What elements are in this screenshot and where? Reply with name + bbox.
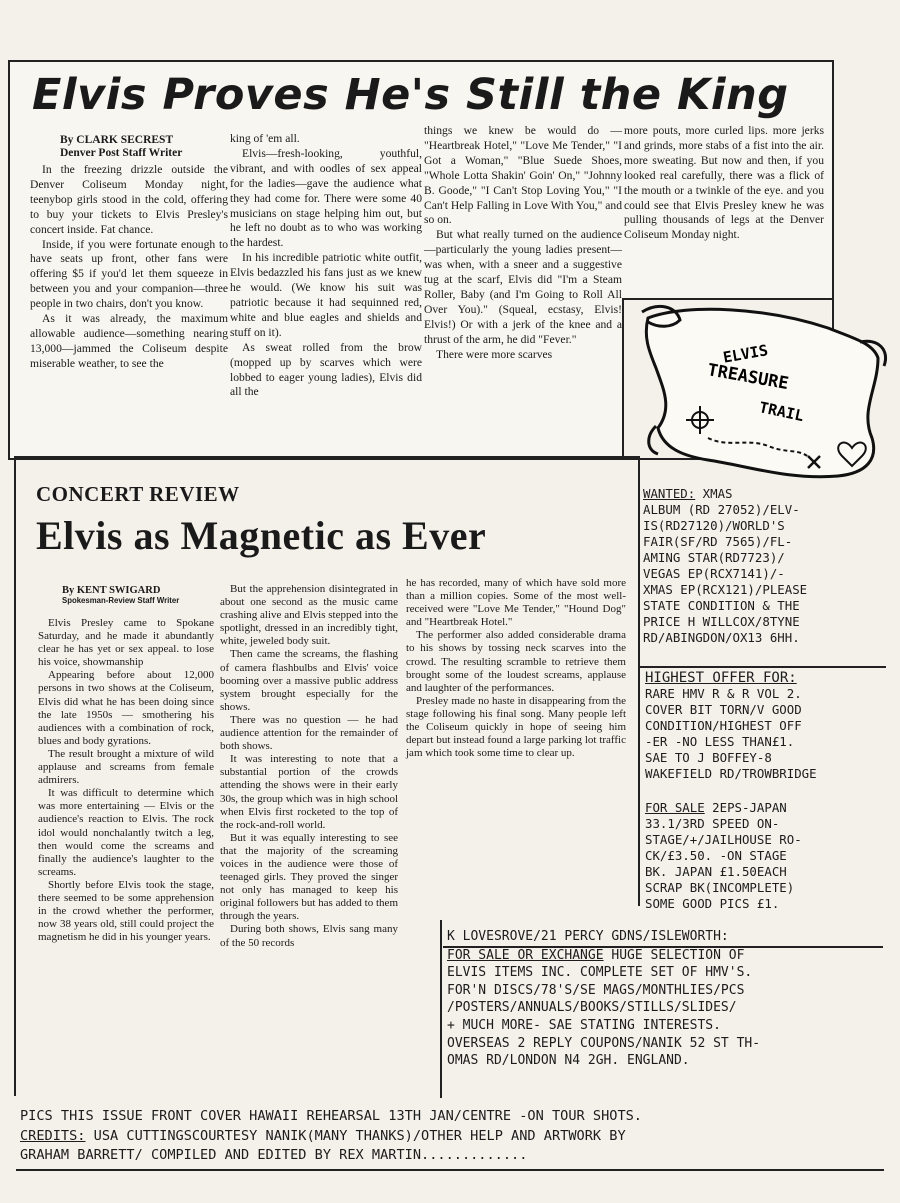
- article1-column-1: [30, 163, 228, 372]
- paragraph: Presley made no haste in disappearing from the stage following his final song. Many people left the Coliseum quickly in hope of seeing him depart but instead found a large parking lot traffic jam which took some time to clear up.: [406, 694, 626, 760]
- paragraph: things we knew be would do — "Heartbreak Hotel," "Love Me Tender," "I Got a Woman," "Blue Suede Shoes, "Whole Lotta Shakin' Goin' On," "Johnny B. Goode," "I Can't Stop Loving You," "I Can't Help Falling in Love With You," and so on.: [424, 124, 622, 227]
- ad-line: STATE CONDITION & THE: [643, 598, 800, 613]
- paragraph: But it was equally interesting to see that the majority of the screaming voices in the audience were those of teenaged girls. They proved the singer not only has managed to keep his original followers but has added to them through the years.: [220, 831, 398, 923]
- ad-line: IS(RD27120)/WORLD'S: [643, 518, 785, 533]
- logo-text-trail: TRAIL: [757, 398, 806, 426]
- ad-line: BK. JAPAN £1.50EACH: [645, 864, 787, 879]
- ad-line: RARE HMV R & R VOL 2.: [645, 686, 802, 701]
- paragraph: he has recorded, many of which have sold more than a million copies. Some of the most well-received were "Love Me Tender," "Hound Dog" and "Heartbreak Hotel.": [406, 577, 626, 629]
- paragraph: As it was already, the maximum allowable audience—something nearing 13,000—jammed the Coliseum despite miserable weather, to see the: [30, 312, 228, 370]
- ad-line: RD/ABINGDON/OX13 6HH.: [643, 630, 800, 645]
- paragraph: In his incredible patriotic white outfit, Elvis bedazzled his fans just as we knew he would. (We know his suit was patriotic because it had sequinned red, white and blue eagles and shields and stuff on it).: [230, 251, 422, 339]
- ads-exchange: K LOVESROVE/21 PERCY GDNS/ISLEWORTH: FOR SALE OR EXCHANGE HUGE SELECTION OF ELVIS ITEMS INC. COMPLETE SET OF HMV'S. FOR'N DISCS/78'S/SE MAGS/MONTHLIES/PCS /POSTERS/ANNUALS/BOOKS/STILLS/SLIDES/ + MUCH MORE- SAE STATING INTERESTS. OVERSEAS 2 REPLY COUPONS/NANIK 52 ST TH- OMAS RD/LONDON N4 2GH. ENGLAND.: [447, 928, 760, 1070]
- paragraph: During both shows, Elvis sang many of the 50 records: [220, 923, 398, 949]
- headline-elvis-king: Elvis Proves He's Still the King: [32, 70, 789, 120]
- byline-clark-secrest: [60, 134, 182, 160]
- ad-line: VEGAS EP(RCX7141)/-: [643, 566, 785, 581]
- ad-line: ELVIS ITEMS INC. COMPLETE SET OF HMV'S.: [447, 965, 753, 981]
- ads-highest-offer: [645, 670, 817, 782]
- ad-line: + MUCH MORE- SAE STATING INTERESTS.: [447, 1017, 721, 1033]
- ad-line: AMING STAR(RD7723)/: [643, 550, 785, 565]
- paragraph: It was interesting to note that a substantial portion of the crowds attending the shows were in their early 30s, the group which was in high school when Elvis first rocketed to the top of the rock-and-roll world.: [220, 753, 398, 831]
- ad-line: /POSTERS/ANNUALS/BOOKS/STILLS/SLIDES/: [447, 1000, 737, 1016]
- highest-offer-label: HIGHEST OFFER FOR:: [645, 670, 797, 686]
- byline-name: By KENT SWIGARD: [62, 585, 161, 596]
- ad-line: WAKEFIELD RD/TROWBRIDGE: [645, 766, 817, 781]
- for-sale-label: FOR SALE: [645, 800, 705, 815]
- paragraph: more pouts, more curled lips. more jerks and grinds, more stabs of a fist into the air. more sweating. But now and then, if you looked real carefully, there was a flick of the mouth or a twinkle of the eye. and you could see that Elvis Presley knew he was pulling thousands of legs at the Denver Coliseum Monday night.: [624, 124, 824, 242]
- byline-title: Spokesman-Review Staff Writer: [62, 596, 180, 605]
- byline-name: By CLARK SECREST: [60, 134, 174, 146]
- ads-wanted: WANTED: XMAS ALBUM (RD 27052)/ELV- IS(RD27120)/WORLD'S FAIR(SF/RD 7565)/FL- AMING STAR(RD7723)/ VEGAS EP(RCX7141)/- XMAS EP(RCX121)/PLEASE STATE CONDITION & THE PRICE H WILLCOX/8TYNE RD/ABINGDON/OX13 6HH.: [643, 486, 808, 645]
- ad-line: STAGE/+/JAILHOUSE RO-: [645, 832, 802, 847]
- divider: [622, 298, 624, 458]
- headline-elvis-magnetic: Elvis as Magnetic as Ever: [36, 513, 487, 558]
- ad-line: FOR'N DISCS/78'S/SE MAGS/MONTHLIES/PCS: [447, 982, 745, 998]
- ad-line: SOME GOOD PICS £1.: [645, 896, 780, 911]
- paragraph: Appearing before about 12,000 persons in two shows at the Coliseum, Elvis did what he has been doing since the late 1950s — smothering his audiences with a combination of rock, blues and body gyrations.: [38, 669, 214, 747]
- kicker-concert-review: CONCERT REVIEW: [36, 482, 240, 506]
- paragraph: There was no question — he had audience attention for the remainder of both shows.: [220, 713, 398, 753]
- paragraph: It was difficult to determine which was more entertaining — Elvis or the audience's reaction to Elvis. The rock idol would nonchalantly twitch a leg, then would come the screams and finally the audience's laughter to the screams.: [38, 787, 214, 878]
- divider: [440, 920, 442, 1098]
- paragraph: In the freezing drizzle outside the Denver Coliseum Monday night, teenybop girls stood in the cold, offering to buy your tickets to Elvis Presley's concert inside. Fat chance.: [30, 163, 228, 236]
- exchange-label: FOR SALE OR EXCHANGE: [447, 947, 604, 963]
- article2-column-3: [406, 577, 626, 760]
- paragraph: Then came the screams, the flashing of camera flashbulbs and Elvis' voice booming over a massive public address system brought especially for the shows.: [220, 648, 398, 713]
- paragraph: The performer also added considerable drama to his shows by tossing neck scarves into the crowd. The resulting scramble to retrieve them brought some of the loudest screams, applause and laughter of the performances.: [406, 629, 626, 694]
- paragraph: As sweat rolled from the brow (mopped up by scarves which were lobbed to eager young ladies), Elvis did all the: [230, 340, 422, 399]
- logo-text-elvis: ELVIS: [721, 341, 770, 367]
- paragraph: Elvis—fresh-looking, youthful, vibrant, and with oodles of sex appeal for the ladies—gave the audience what they had come for. There were some 40 musicians on stage helping him out, but he left no doubt as to who was working the hardest.: [230, 146, 422, 250]
- footer-line: GRAHAM BARRETT/ COMPILED AND EDITED BY REX MARTIN.............: [20, 1147, 528, 1164]
- ad-line: SCRAP BK(INCOMPLETE): [645, 880, 795, 895]
- ad-line: FAIR(SF/RD 7565)/FL-: [643, 534, 793, 549]
- ad-line: K LOVESROVE/21 PERCY GDNS/ISLEWORTH:: [447, 929, 729, 944]
- paragraph: Elvis Presley came to Spokane Saturday, and he made it abundantly clear he has yet or sex appeal. to lose his voice, showmanship: [38, 617, 214, 669]
- ad-line: ALBUM (RD 27052)/ELV-: [643, 502, 800, 517]
- article2-column-2: [220, 583, 398, 950]
- ad-line: XMAS EP(RCX121)/PLEASE: [643, 582, 808, 597]
- article1-column-2: [230, 132, 422, 400]
- paragraph: king of 'em all.: [230, 132, 300, 145]
- ad-line: COVER BIT TORN/V GOOD: [645, 702, 802, 717]
- ads-for-sale: FOR SALE 2EPS-JAPAN 33.1/3RD SPEED ON- STAGE/+/JAILHOUSE RO- CK/£3.50. -ON STAGE BK. JAPAN £1.50EACH SCRAP BK(INCOMPLETE) SOME GOOD PICS £1.: [645, 800, 802, 911]
- ad-line: PRICE H WILLCOX/8TYNE: [643, 614, 800, 629]
- divider: [640, 666, 886, 668]
- footer-credits: [20, 1108, 642, 1165]
- article1-column-3: [424, 124, 622, 363]
- wanted-label: WANTED:: [643, 486, 696, 501]
- footer-line: USA CUTTINGSCOURTESY NANIK(MANY THANKS)/OTHER HELP AND ARTWORK BY: [85, 1127, 626, 1144]
- scroll-outline: [646, 309, 878, 476]
- article1-column-4: [624, 124, 824, 243]
- paragraph: The result brought a mixture of wild applause and screams from female admirers.: [38, 747, 214, 787]
- ad-line: 33.1/3RD SPEED ON-: [645, 816, 780, 831]
- paragraph: Inside, if you were fortunate enough to have seats up front, other fans were offering $5 if you'd let them squeeze in between you and your companion—three people in two chairs, don't you know.: [30, 237, 228, 311]
- paragraph: There were more scarves: [436, 347, 553, 361]
- byline-title: Denver Post Staff Writer: [60, 147, 183, 159]
- ad-line: SAE TO J BOFFEY-8: [645, 750, 772, 765]
- paragraph: But what really turned on the audience—particularly the young ladies present—was when, with a sneer and a suggestive tug at the scarf, Elvis did "I'm a Steam Roller, Baby (and I'm Going to Roll All Over You)." (Squeal, ecstasy, Elvis! Elvis!) Or with a jerk of the knee and a thrust of the arm, he did "Fever.": [424, 228, 622, 346]
- logo-text-treasure: TREASURE: [705, 360, 791, 395]
- paragraph: Shortly before Elvis took the stage, there seemed to be some apprehension in the crowd whether the performer, now 38 years old, still could project the magnetism he did in his younger years.: [38, 878, 214, 944]
- ad-line: -ER -NO LESS THAN£1.: [645, 734, 795, 749]
- footer-line: PICS THIS ISSUE FRONT COVER HAWAII REHEARSAL 13TH JAN/CENTRE -ON TOUR SHOTS.: [20, 1108, 642, 1124]
- credits-label: CREDITS:: [20, 1127, 86, 1144]
- byline-kent-swigard: [62, 585, 179, 605]
- ad-line: CK/£3.50. -ON STAGE: [645, 848, 787, 863]
- ad-line: CONDITION/HIGHEST OFF: [645, 718, 802, 733]
- paragraph: But the apprehension disintegrated in about one second as the music came crashing alive and Elvis stepped into the spotlight, dressed in an incredibly tight, white, jeweled body suit.: [220, 583, 398, 648]
- ad-line: OMAS RD/LONDON N4 2GH. ENGLAND.: [447, 1053, 690, 1069]
- treasure-trail-logo: [628, 298, 890, 488]
- ad-line: OVERSEAS 2 REPLY COUPONS/NANIK 52 ST TH-: [447, 1035, 761, 1051]
- article2-column-1: [38, 617, 214, 944]
- scroll-curl-bottom: [649, 426, 658, 454]
